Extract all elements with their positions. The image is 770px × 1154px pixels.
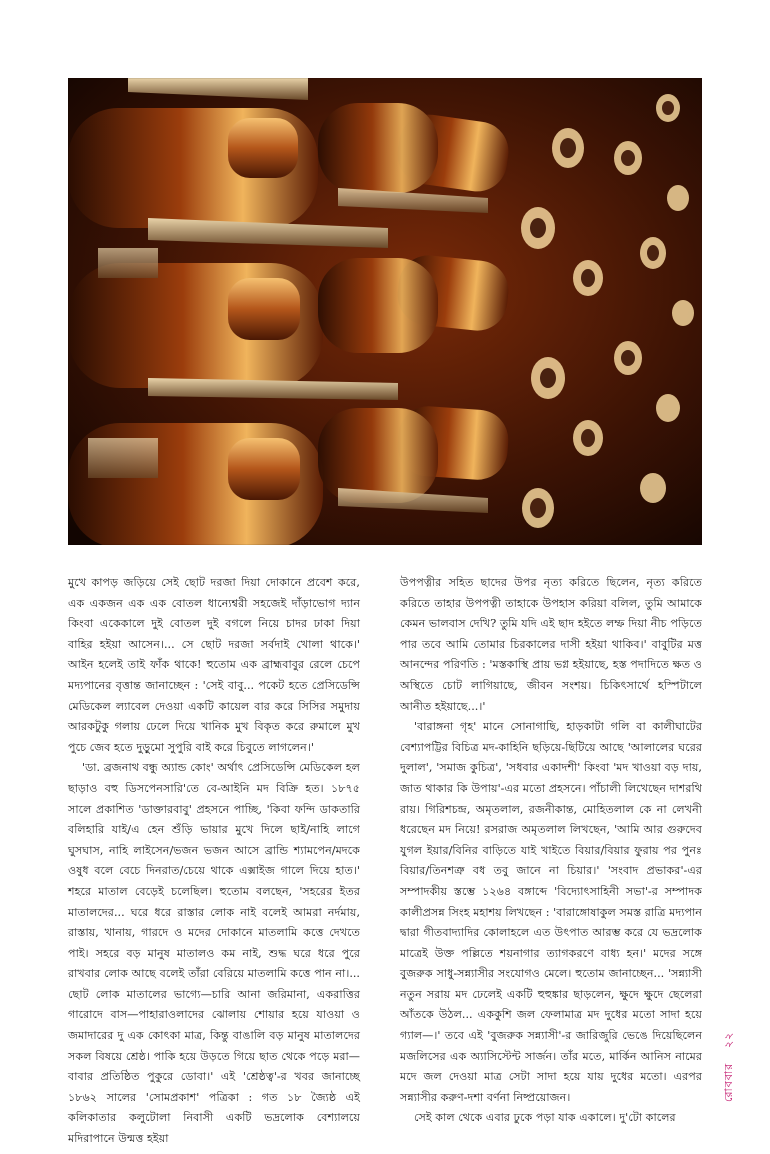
paragraph: 'ডা. ব্রজনাথ বন্ধু অ্যান্ড কোং' অর্থাৎ প্রেসিডেন্সি মেডিকেল হল ছাড়াও বহু ডিসপেনসারি'তে বে-আইনি মদ বিক্রি হত। ১৮৭৫ সালে প্রকাশিত 'ডাক্তারবাবু' প্রহসনে পাচ্ছি, 'কিবা ফন্দি ডাকতারি বলিহারি যাই/এ হেন শুঁড়ি ভায়ার মুখে দিলে ছাই/নাহি লাগে ঘুসঘাস, নাহি লাইসেন/ভজন ভজন আসে ব্রান্ডি শ্যামপেন/মদকে ওষুধ বলে বেচে দিনরাত/চেয়ে থাকে এক্সাইজ গালে দিয়ে হাত।' শহরে মাতাল বেড়েই চলেছিল। হুতোম বলছেন, 'সহরের ইতর মাতালদের... ঘরে ধরে রাস্তার লোক নাই বলেই আমরা নর্দমায়, রাস্তায়, খানায়, গারদে ও মদের দোকানে মাতলামি কত্তে দেখতে পাই। সহরে বড় মানুষ মাতালও কম নাই, শুদ্ধ ঘরে ধরে পুরে রাখবার লোক আছে বলেই তাঁরা বেরিয়ে মাতলামি কত্তে পান না।... ছোট লোক মাতালের ভাগ্যে—চারি আনা জরিমানা, একরাত্তির গারোদে বাস—পাহারাওলাদের ঝোলায় শোয়ার হয়ে যাওয়া ও জমাদারের দু এক কোৎকা মাত্র, কিন্তু বাঙালি বড় মানুষ মাতালদের সকল বিষয়ে শ্রেষ্ঠ। পাকি হয়ে উড়তে গিয়ে ছাত থেকে পড়ে মরা—বাবার প্রতিষ্ঠিত পুকুরে ডোবা।' এই 'শ্রেষ্ঠত্ব'-র খবর জানাচ্ছে ১৮৬২ সালের 'সোমপ্রকাশ' পত্রিকা : গত ১৮ জ্যৈষ্ঠ এই কলিকাতার কলুটোলা নিবাসী একটি ভদ্রলোক বেশ্যালয়ে মদিরাপানে উন্মত্ত হইয়া xyxy=(68,761,360,1146)
article-column-left xyxy=(68,573,360,1150)
page-footer-label xyxy=(720,1012,734,1102)
wine-bottles-illustration xyxy=(68,78,702,545)
magazine-name: রোববার xyxy=(722,1062,735,1102)
article-column-right xyxy=(400,573,702,1129)
wine-bottles-photo xyxy=(68,78,702,545)
paragraph: সেই কাল থেকে এবার ঢুকে পড়া যাক একালে। দু'টো কালের xyxy=(414,1111,676,1125)
paragraph: 'বারাঙ্গনা গৃহ' মানে সোনাগাছি, হাড়কাটা গলি বা কালীঘাটের বেশ্যাপট্টির বিচিত্র মদ-কাহিনি ছড়িয়ে-ছিটিয়ে আছে 'আলালের ঘরের দুলাল', 'সমাজ কুচিত্র', 'সধবার একাদশী' কিংবা 'মদ খাওয়া বড় দায়, জাত থাকার কি উপায়'-এর মতো প্রহসনে। পাঁচালী লিখেছেন দাশরথি রায়। গিরিশচন্দ্র, অমৃতলাল, রজনীকান্ত, মোহিতলাল কে না লেখনী ধরেছেন মদ নিয়ে! রসরাজ অমৃতলাল লিখছেন, 'আমি আর গুরুদেব যুগল ইয়ার/বিনির বাড়িতে যাই খাইতে বিয়ার/বিয়ার ফুরায় পর পুনঃ বিয়ার/তিনশত্রু বধ তবু জানে না চিয়ার।' 'সংবাদ প্রভাকর'-এর সম্পাদকীয় স্তম্ভে ১২৬৪ বঙ্গাব্দে 'বিদ্যোৎসাহিনী সভা'-র সম্পাদক কালীপ্রসন্ন সিংহ মহাশয় লিখছেন : 'বারাঙ্গোষাকুল সমস্ত রাত্রি মদ্যপান দ্বারা গীতবাদ্যাদির কোলাহলে এত উৎপাত আরম্ভ করে যে ভদ্রলোক মাত্রেই উক্ত পল্লিতে শয়নাগার ত্যাগকরণে বাধ্য হন।' মদের সঙ্গে বুজরুক সাধু-সন্ন্যাসীর সংযোগও মেলে। হুতোম জানাচ্ছেন... 'সন্ন্যাসী নতুন সরায় মদ ঢেলেই একটি হুহুঙ্কার ছাড়লেন, ক্ষুদে ক্ষুদে ছেলেরা আঁতকে উঠল... এককুশি জল ফেলামাত্র মদ দুধের মতো সাদা হয়ে গ্যাল—।' তবে এই 'বুজরুক সন্ন্যাসী'-র জারিজুরি ভেঙে দিয়েছিলেন মজলিসের এক অ্যাসিস্টেন্ট সার্জন। তাঁর মতে, মার্কিন আনিস নামের মদে জল দেওয়া মাত্র সেটা সাদা হয়ে যায় দুধের মতো। এরপর সন্ন্যাসীর করুণ-দশা বর্ণনা নিষ্প্রয়োজন। xyxy=(400,720,702,1104)
paragraph: উপপত্নীর সহিত ছাদের উপর নৃত্য করিতে ছিলেন, নৃত্য করিতে করিতে তাহার উপপত্নী তাহাকে উপহাস করিয়া বলিল, তুমি আমাকে কেমন ভালবাস দেখি? তুমি যদি এই ছাদ হইতে লম্ফ দিয়া নীচ পড়িতে পার তবে আমি তোমার চিরকালের দাসী হইয়া থাকিব।' বাবুটির মত্ত আনন্দের পরিণতি : 'মস্তকাস্থি প্রায় ভগ্ন হইয়াছে, হস্ত পদাদিতে ক্ষত ও অস্থিতে চোট লাগিয়াছে, জীবন সংশয়। চিকিৎসার্থে হস্পিটালে আনীত হইয়াছে...।' xyxy=(400,576,702,713)
paragraph: মুখে কাপড় জড়িয়ে সেই ছোট দরজা দিয়া দোকানে প্রবেশ করে, এক একজন এক এক বোতল ধান্যেশ্বরী সহজেই দাঁড়াভোগ দ্যান কিংবা একেকালে দুই বোতল দুই বগলে নিয়ে চাদর ঢাকা দিয়া বাহির হইয়া আসেন।... সে ছোট দরজা সর্বদাই খোলা থাকে।' আইন হলেই তাই ফাঁক থাকে! হুতোম এক ব্রাহ্মবাবুর রেলে চেপে মদ্যপানের বৃত্তান্ত জানাচ্ছেন : 'সেই বাবু... পকেট হতে প্রেসিডেন্সি মেডিকেল ল্যাবেল দেওয়া একটি কায়েল বার করে সিসির সমুদায় আরকটুকু গলায় ঢেলে দিয়ে খানিক মুখ বিকৃত করে রুমালে মুখ পুচে জেব হতে দুড়ুমো সুপুরি বাই করে চিবুতে লাগলেন।' xyxy=(68,576,360,754)
page-number: ২২ xyxy=(722,1031,735,1049)
